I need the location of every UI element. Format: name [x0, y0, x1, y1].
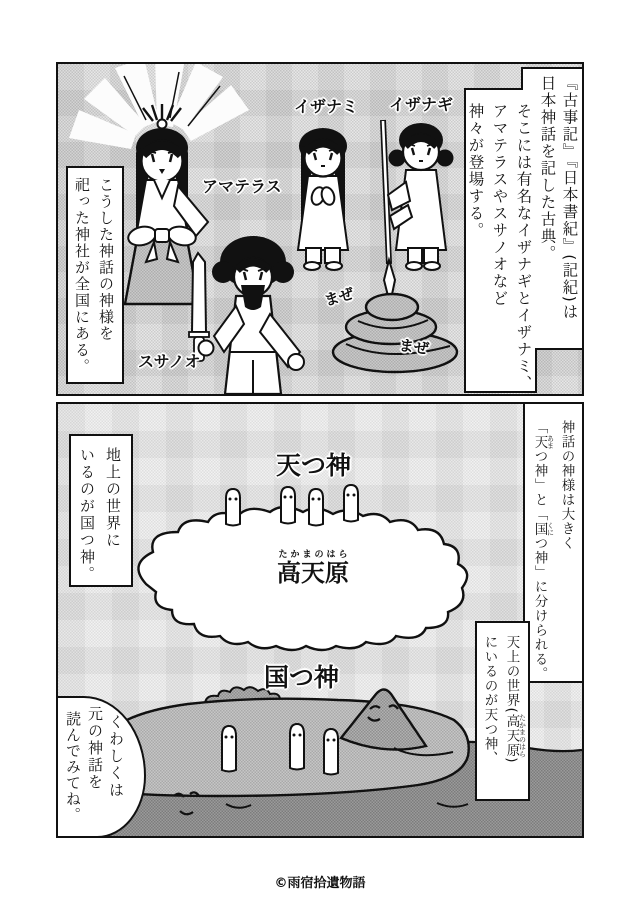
narration-box-shrines [66, 166, 124, 384]
label-izanami: イザナミ [294, 97, 359, 116]
copyright-credit: ©雨宿拾遺物語 [274, 876, 366, 891]
narration-text: 天上の世界( [503, 635, 520, 714]
susanoo-figure [189, 236, 304, 394]
izanami-figure [298, 128, 348, 270]
narration-line [532, 420, 555, 681]
narration-text: 高天原 [503, 713, 520, 758]
bubble-line: くわしくは [107, 714, 125, 799]
furigana: あま [546, 434, 555, 449]
narration-text: つ神」と「 [531, 449, 548, 522]
panel-top [56, 62, 584, 396]
bubble-line: 元の神話を [86, 706, 104, 791]
cloud-takamagahara-label [253, 550, 373, 588]
narration-line: 神話の神様は大きく [558, 420, 575, 551]
narration-line: そこには有名なイザナギとイザナミ、 [514, 103, 533, 392]
heading-amatsukami: 天つ神 [276, 451, 352, 480]
narration-line: にいるのが天つ神、 [481, 635, 498, 766]
narration-box-heaven [475, 621, 530, 801]
spear-icon [383, 120, 395, 304]
izanagi-figure [383, 120, 454, 304]
narration-text: つ神」に分けられる。 [531, 536, 548, 681]
cloud-label-base: 高天原 [277, 559, 349, 587]
sfx-maze-1: まぜ [322, 284, 356, 310]
label-susanoo: スサノオ [138, 352, 201, 371]
narration-line: 神々が登場する。 [466, 103, 485, 239]
narration-text: 国 [531, 521, 548, 536]
narration-box-divide [523, 404, 584, 683]
narration-line: 祀った神社が全国にある。 [73, 177, 91, 375]
narration-line: いるのが国つ神。 [78, 447, 96, 583]
narration-text: 「 [531, 420, 548, 435]
panel-bottom [56, 402, 584, 838]
narration-text: 天 [531, 434, 548, 449]
furigana: くに [546, 521, 555, 536]
narration-line: アマテラスやスサノオなど [490, 103, 509, 307]
narration-box-earth [69, 434, 133, 587]
furigana: たかまのはら [518, 713, 527, 758]
narration-line [504, 635, 527, 764]
narration-line: こうした神話の神様を [97, 177, 115, 342]
narration-text: ) [503, 757, 520, 764]
label-izanagi: イザナギ [389, 95, 454, 114]
narration-line: 『古事記』『日本書紀』(記紀)は [560, 75, 579, 321]
cloud-label-ruby: たかまのはら [277, 550, 349, 560]
narration-box-kiki [464, 67, 584, 394]
bubble-line: 読んでみてね。 [64, 711, 82, 823]
sfx-maze-2: まぜ [397, 335, 431, 358]
narration-line: 日本神話を記した古典。 [538, 75, 557, 262]
narration-line: 地上の世界に [104, 447, 122, 549]
heading-kunitsukami: 国つ神 [264, 663, 340, 692]
label-amaterasu: アマテラス [202, 177, 282, 196]
creation-swirl [333, 294, 457, 372]
